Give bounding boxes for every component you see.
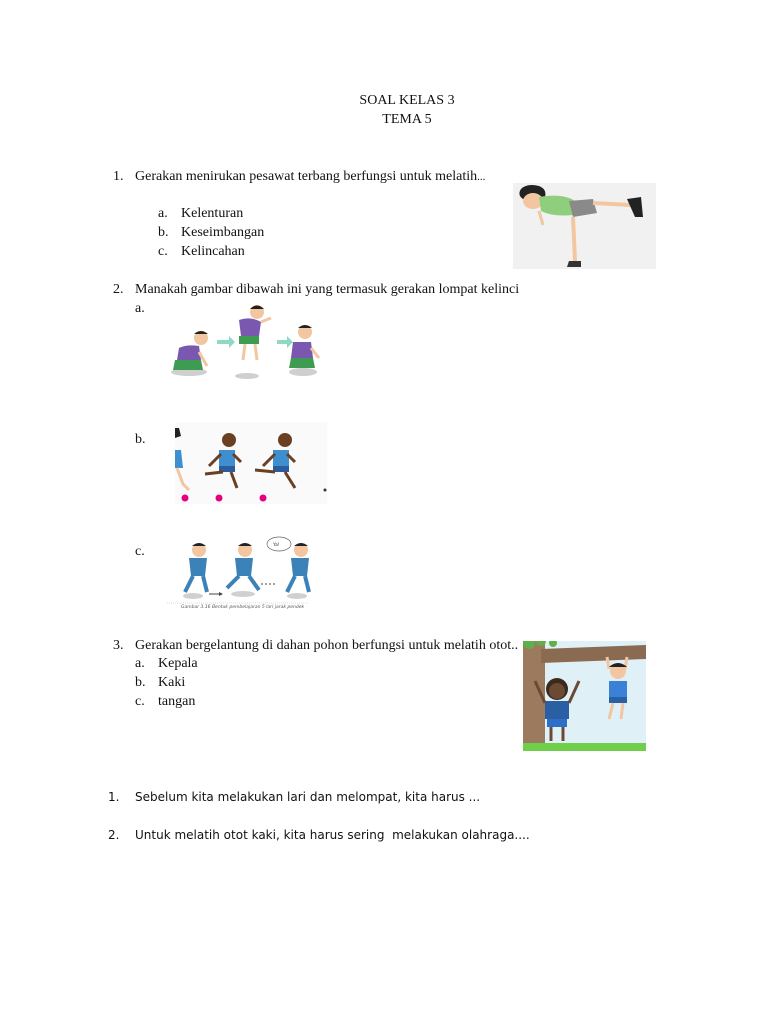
q1-option-b-letter: b. [158,225,169,240]
question-2-number: 2. [113,282,124,297]
q2-option-c-letter: c. [135,544,145,559]
q3-option-b-letter: b. [135,675,146,690]
q1-option-b-text: Keseimbangan [181,225,265,240]
question-3-number: 3. [113,638,124,653]
q1-option-a-letter: a. [158,206,168,221]
figure-caption: Gambar 3.16 Bentuk pembelajaran 5 lari jarak pendek [181,605,305,610]
essay-2-number: 2. [108,828,120,842]
q3-option-c-letter: c. [135,694,145,709]
question-3-text: Gerakan bergelantung di dahan pohon berfungsi untuk melatih otot.. [135,638,519,653]
q3-option-c-text: tangan [158,694,196,709]
question-1-text [135,168,485,186]
essay-1-text: Sebelum kita melakukan lari dan melompat, kita harus ... [135,790,481,804]
question-1-label: Gerakan menirukan pesawat terbang berfungsi untuk melatih [135,169,478,184]
q3-option-b-text: Kaki [158,675,186,690]
q2-option-b-letter: b. [135,432,146,447]
q3-option-a-text: Kepala [158,656,198,671]
question-1-number: 1. [113,169,124,184]
q3-option-a-letter: a. [135,656,145,671]
bunny-hop-illustration [165,300,325,382]
child-airplane-pose-illustration [513,183,656,269]
short-sprint-illustration [163,534,313,616]
running-sequence-illustration [175,422,327,504]
speech-bubble-text: Ya! [273,543,280,548]
essay-2-text: Untuk melatih otot kaki, kita harus sering melakukan olahraga.... [135,828,530,842]
q1-option-a-text: Kelenturan [181,206,244,221]
essay-1-number: 1. [108,790,120,804]
question-2-text: Manakah gambar dibawah ini yang termasuk gerakan lompat kelinci [135,282,520,297]
page-subtitle: TEMA 5 [382,112,432,127]
q1-option-c-text: Kelincahan [181,244,245,259]
q1-option-c-letter: c. [158,244,168,259]
q2-option-a-letter: a. [135,301,145,316]
page-title: SOAL KELAS 3 [359,93,455,108]
hanging-on-branch-illustration [523,641,646,751]
question-1-ellipsis: ... [477,171,486,183]
